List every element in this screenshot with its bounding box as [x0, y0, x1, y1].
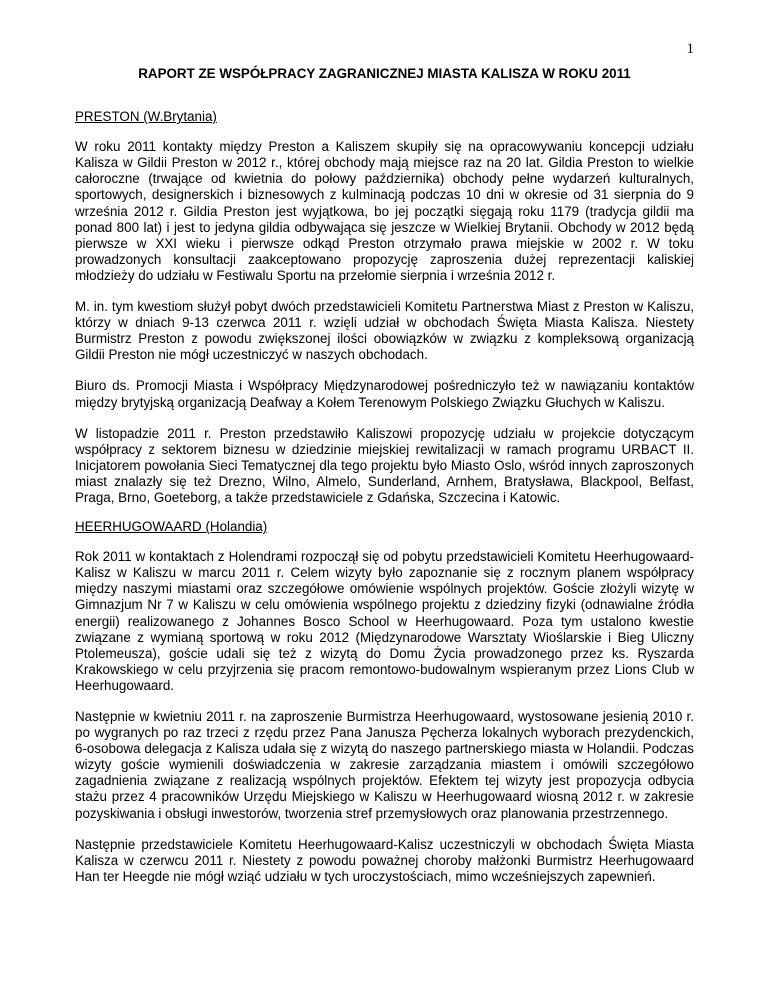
- document-body: [75, 66, 694, 885]
- paragraph: W roku 2011 kontakty między Preston a Kaliszem skupiły się na opracowywaniu koncepcji udziału Kalisza w Gildii Preston w 2012 r., której obchody mają miejsce raz na 20 lat. Gildia Preston to wielkie całoroczne (trwające od kwietnia do połowy października) obchody pełne wydarzeń kulturalnych, sportowych, designerskich i biznesowych z kulminacją podczas 10 dni w okresie od 31 sierpnia do 9 września 2012 r. Gildia Preston jest wyjątkowa, bo jej początki sięgają roku 1179 (tradycja gildii ma ponad 800 lat) i jest to jedyna gildia odbywająca się jeszcze w Wielkiej Brytanii. Obchody w 2012 będą pierwsze w XXI wieku i pierwsze odkąd Preston otrzymało prawa miejskie w 2002 r. W toku prowadzonych konsultacji zaakceptowano propozycję zaproszenia dużej reprezentacji kaliskiej młodzieży do udziału w Festiwalu Sportu na przełomie sierpnia i września 2012 r.: [75, 139, 694, 283]
- paragraph: Następnie przedstawiciele Komitetu Heerhugowaard-Kalisz uczestniczyli w obchodach Święta Miasta Kalisza w czerwcu 2011 r. Niestety z powodu poważnej choroby małżonki Burmistrz Heerhugowaard Han ter Heegde nie mógł wziąć udziału w tych uroczystościach, mimo wcześniejszych zapewnień.: [75, 836, 694, 884]
- paragraph: Następnie w kwietniu 2011 r. na zaproszenie Burmistrza Heerhugowaard, wystosowane jesienią 2010 r. po wygranych po raz trzeci z rzędu przez Pana Janusza Pęcherza lokalnych wyborach prezydenckich, 6-osobowa delegacja z Kalisza udała się z wizytą do naszego partnerskiego miasta w Holandii. Podczas wizyty goście wymienili doświadczenia w zakresie zarządzania miastem i omówili szczegółowo zagadnienia związane z realizacją wspólnych projektów. Efektem tej wizyty jest propozycja odbycia stażu przez 4 pracowników Urzędu Miejskiego w Kaliszu w Heerhugowaard wiosną 2012 r. w zakresie pozyskiwania i obsługi inwestorów, tworzenia stref przemysłowych oraz planowania przestrzennego.: [75, 709, 694, 821]
- section-heading-preston: PRESTON (W.Brytania): [75, 109, 217, 125]
- paragraph: Biuro ds. Promocji Miasta i Współpracy Międzynarodowej pośredniczyło też w nawiązaniu kontaktów między brytyjską organizacją Deafway a Kołem Terenowym Polskiego Związku Głuchych w Kaliszu.: [75, 378, 694, 410]
- section-heerhugowaard: [75, 519, 694, 885]
- report-title: RAPORT ZE WSPÓŁPRACY ZAGRANICZNEJ MIASTA KALISZA W ROKU 2011: [138, 66, 631, 81]
- page-number: 1: [686, 41, 694, 57]
- paragraph: Rok 2011 w kontaktach z Holendrami rozpoczął się od pobytu przedstawicieli Komitetu Heerhugowaard-Kalisz w Kaliszu w marcu 2011 r. Celem wizyty było zapoznanie się z rocznym planem współpracy między naszymi miastami oraz szczegółowe omówienie wspólnych projektów. Goście złożyli wizytę w Gimnazjum Nr 7 w Kaliszu w celu omówienia wspólnego projektu z dziedziny fizyki (odnawialne źródła energii) realizowanego z Johannes Bosco School w Heerhugowaard. Poza tym ustalono kwestie związane z wymianą sportową w roku 2012 (Międzynarodowe Warsztaty Wioślarskie i Bieg Uliczny Ptolemeusza), goście udali się też z wizytą do Domu Życia prowadzonego przez ks. Ryszarda Krakowskiego w celu przyjrzenia się pracom remontowo-budowalnym wspieranym przez Lions Club w Heerhugowaard.: [75, 549, 694, 693]
- paragraph: W listopadzie 2011 r. Preston przedstawiło Kaliszowi propozycję udziału w projekcie dotyczącym współpracy z sektorem biznesu w dziedzinie miejskiej rewitalizacji w ramach programu URBACT II. Inicjatorem powołania Sieci Tematycznej dla tego projektu było Miasto Oslo, wśród innych zaproszonych miast znalazły się też Drezno, Wilno, Almelo, Sunderland, Arnhem, Bratysława, Blackpool, Belfast, Praga, Brno, Goeteborg, a także przedstawiciele z Gdańska, Szczecina i Katowic.: [75, 425, 694, 505]
- section-preston: [75, 109, 694, 506]
- paragraph: M. in. tym kwestiom służył pobyt dwóch przedstawicieli Komitetu Partnerstwa Miast z Preston w Kaliszu, którzy w dniach 9-13 czerwca 2011 r. wzięli udział w obchodach Święta Miasta Kalisza. Niestety Burmistrz Preston z powodu zwiększonej ilości obowiązków w związku z kompleksową organizacją Gildii Preston nie mógł uczestniczyć w naszych obchodach.: [75, 299, 694, 363]
- section-heading-heerhugowaard: HEERHUGOWAARD (Holandia): [75, 519, 268, 535]
